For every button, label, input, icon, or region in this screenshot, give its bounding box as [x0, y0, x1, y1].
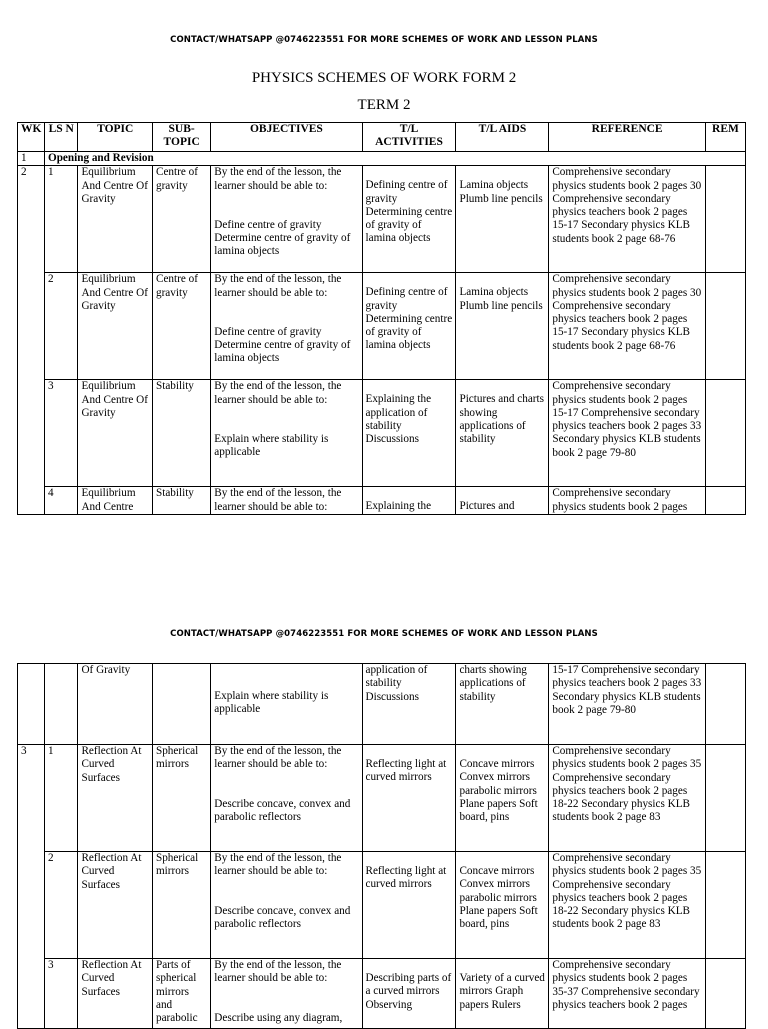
activities-text: Explaining the application of stability Discussions: [365, 393, 432, 446]
objectives-cell: [211, 273, 362, 380]
table-row-opening: [18, 152, 746, 166]
activities-cell: [362, 166, 456, 273]
rem-cell: [705, 380, 745, 487]
table-row: [18, 745, 746, 852]
aids-text: Variety of a curved mirrors Graph papers Rulers: [459, 972, 545, 1011]
topic-cell: Equilibrium And Centre Of Gravity: [78, 273, 153, 380]
rem-cell: [705, 852, 745, 959]
activities-text: Reflecting light at curved mirrors: [365, 758, 447, 784]
subtopic-cell: Centre of gravity: [152, 273, 210, 380]
reference-cell: Comprehensive secondary physics students book 2 pages 35 Comprehensive secondary physics teachers book 2 pages 18-22 Secondary physics KLB students book 2 page 83: [549, 745, 706, 852]
col-header-topic: TOPIC: [78, 123, 153, 152]
lsn-cell: 3: [45, 959, 78, 1029]
objectives-cell: [211, 664, 362, 745]
wk-cell: 1: [18, 152, 45, 166]
lsn-cell: 3: [45, 380, 78, 487]
activities-text: Defining centre of gravity Determining centre of gravity of lamina objects: [365, 179, 453, 245]
col-header-activities: T/L ACTIVITIES: [362, 123, 456, 152]
objectives-cell: By the end of the lesson, the learner should be able to:: [211, 487, 362, 515]
activities-cell: [362, 745, 456, 852]
aids-text: Lamina objects Plumb line pencils: [459, 179, 543, 205]
subtopic-cell: Spherical mirrors: [152, 852, 210, 959]
objectives-cell: [211, 166, 362, 273]
wk-cell: 2: [18, 166, 45, 515]
objectives-text: Explain where stability is applicable: [214, 432, 329, 459]
activities-cell: [362, 273, 456, 380]
contact-banner: CONTACT/WHATSAPP @0746223551 FOR MORE SCHEMES OF WORK AND LESSON PLANS: [170, 629, 598, 639]
aids-text: Concave mirrors Convex mirrors parabolic mirrors Plane papers Soft board, pins: [459, 865, 538, 931]
objectives-text: Describe concave, convex and parabolic reflectors: [214, 797, 351, 823]
topic-cell: Equilibrium And Centre Of Gravity: [78, 380, 153, 487]
rem-cell: [705, 273, 745, 380]
col-header-lsn: LS N: [45, 123, 78, 152]
reference-cell: Comprehensive secondary physics students book 2 pages 15-17 Comprehensive secondary physics teachers book 2 pages 33 Secondary physics KLB students book 2 page 79-80: [549, 380, 706, 487]
reference-cell: Comprehensive secondary physics students book 2 pages 35-37 Comprehensive secondary physics teachers book 2 pages: [549, 959, 706, 1029]
table-row-continued: [18, 664, 746, 745]
table-row: [18, 852, 746, 959]
aids-text: Pictures and: [459, 500, 515, 513]
objectives-cell: [211, 745, 362, 852]
subtopic-cell: Centre of gravity: [152, 166, 210, 273]
table-row: [18, 273, 746, 380]
objectives-text: Define centre of gravity Determine centre of gravity of lamina objects: [214, 218, 351, 258]
col-header-rem: REM: [705, 123, 745, 152]
activities-cell: [362, 959, 456, 1029]
term-label: TERM 2: [357, 97, 411, 113]
aids-text: Pictures and charts showing applications of stability: [459, 393, 544, 446]
wk-cell: [18, 664, 45, 745]
rem-cell: [705, 664, 745, 745]
objectives-text: Define centre of gravity Determine centre of gravity of lamina objects: [214, 325, 351, 365]
objectives-cell: [211, 852, 362, 959]
objectives-text: Explain where stability is applicable: [214, 690, 329, 716]
objectives-cell: [211, 959, 362, 1029]
reference-cell: Comprehensive secondary physics students book 2 pages 35 Comprehensive secondary physics teachers book 2 pages 18-22 Secondary physics KLB students book 2 page 83: [549, 852, 706, 959]
aids-cell: [456, 487, 549, 515]
objectives-intro: By the end of the lesson, the learner should be able to:: [214, 959, 342, 985]
contact-banner: CONTACT/WHATSAPP @0746223551 FOR MORE SCHEMES OF WORK AND LESSON PLANS: [170, 35, 598, 45]
scheme-table-page2: [17, 663, 746, 1029]
objectives-intro: By the end of the lesson, the learner should be able to:: [214, 745, 342, 771]
lsn-cell: 1: [45, 745, 78, 852]
reference-cell: Comprehensive secondary physics students book 2 pages: [549, 487, 706, 515]
rem-cell: [705, 745, 745, 852]
subtopic-cell: Stability: [152, 487, 210, 515]
subtopic-cell: Stability: [152, 380, 210, 487]
col-header-wk: WK: [18, 123, 45, 152]
topic-cell: Reflection At Curved Surfaces: [78, 959, 153, 1029]
activities-cell: [362, 380, 456, 487]
table-row: [18, 380, 746, 487]
activities-text: Defining centre of gravity Determining centre of gravity of lamina objects: [365, 286, 453, 352]
aids-cell: [456, 380, 549, 487]
lsn-cell: 4: [45, 487, 78, 515]
aids-text: Lamina objects Plumb line pencils: [459, 286, 543, 312]
col-header-reference: REFERENCE: [549, 123, 706, 152]
aids-cell: [456, 273, 549, 380]
table-header-row: [18, 123, 746, 152]
table-row: [18, 487, 746, 515]
opening-label: Opening and Revision: [45, 152, 746, 166]
aids-text: Concave mirrors Convex mirrors parabolic mirrors Plane papers Soft board, pins: [459, 758, 538, 824]
aids-cell: [456, 852, 549, 959]
objectives-intro: By the end of the lesson, the learner should be able to:: [214, 380, 342, 406]
subtopic-cell: Parts of spherical mirrors and parabolic: [152, 959, 210, 1029]
col-header-subtopic: SUB-TOPIC: [152, 123, 210, 152]
aids-cell: [456, 745, 549, 852]
wk-cell: 3: [18, 745, 45, 1029]
subtopic-cell: Spherical mirrors: [152, 745, 210, 852]
rem-cell: [705, 487, 745, 515]
table-row: [18, 959, 746, 1029]
aids-cell: [456, 166, 549, 273]
col-header-objectives: OBJECTIVES: [211, 123, 362, 152]
topic-cell: Of Gravity: [78, 664, 153, 745]
lsn-cell: 1: [45, 166, 78, 273]
table-row: [18, 166, 746, 273]
objectives-text: Describe using any diagram,: [214, 1011, 343, 1024]
lsn-cell: 2: [45, 273, 78, 380]
activities-cell: [362, 852, 456, 959]
reference-cell: 15-17 Comprehensive secondary physics teachers book 2 pages 33 Secondary physics KLB students book 2 page 79-80: [549, 664, 706, 745]
lsn-cell: [45, 664, 78, 745]
objectives-intro: By the end of the lesson, the learner should be able to:: [214, 166, 342, 192]
topic-cell: Equilibrium And Centre Of Gravity: [78, 166, 153, 273]
aids-cell: [456, 959, 549, 1029]
activities-text: Describing parts of a curved mirrors Observing: [365, 972, 452, 1011]
document-title: PHYSICS SCHEMES OF WORK FORM 2: [251, 70, 517, 86]
objectives-intro: By the end of the lesson, the learner should be able to:: [214, 852, 342, 878]
objectives-cell: [211, 380, 362, 487]
objectives-intro: By the end of the lesson, the learner should be able to:: [214, 273, 342, 299]
topic-cell: Reflection At Curved Surfaces: [78, 852, 153, 959]
subtopic-cell: [152, 664, 210, 745]
rem-cell: [705, 959, 745, 1029]
activities-cell: application of stability Discussions: [362, 664, 456, 745]
topic-cell: Equilibrium And Centre: [78, 487, 153, 515]
aids-cell: charts showing applications of stability: [456, 664, 549, 745]
objectives-text: Describe concave, convex and parabolic reflectors: [214, 904, 351, 930]
reference-cell: Comprehensive secondary physics students book 2 pages 30 Comprehensive secondary physics teachers book 2 pages 15-17 Secondary physics KLB students book 2 page 68-76: [549, 273, 706, 380]
activities-cell: [362, 487, 456, 515]
topic-cell: Reflection At Curved Surfaces: [78, 745, 153, 852]
reference-cell: Comprehensive secondary physics students book 2 pages 30 Comprehensive secondary physics teachers book 2 pages 15-17 Secondary physics KLB students book 2 page 68-76: [549, 166, 706, 273]
scheme-table-page1: [17, 122, 746, 515]
col-header-aids: T/L AIDS: [456, 123, 549, 152]
lsn-cell: 2: [45, 852, 78, 959]
rem-cell: [705, 166, 745, 273]
activities-text: Explaining the: [365, 500, 432, 513]
activities-text: Reflecting light at curved mirrors: [365, 865, 447, 891]
